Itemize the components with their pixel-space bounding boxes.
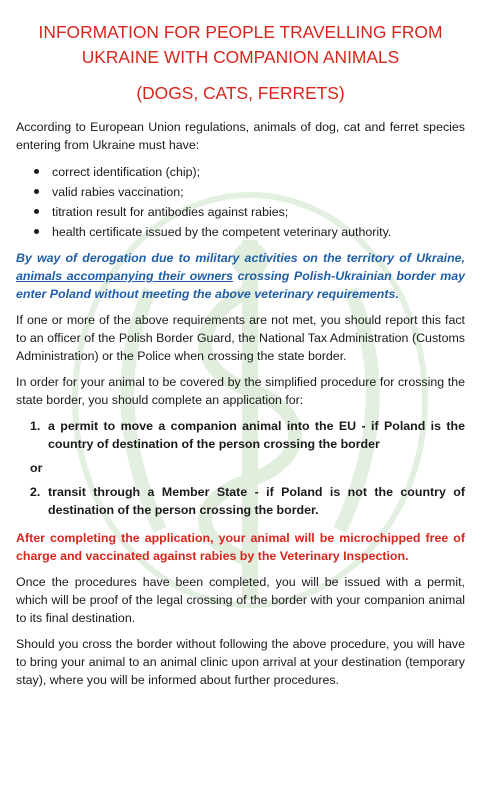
microchip-notice: After completing the application, your animal will be microchipped free of charge and vaccinated against rabies by the Veterinary Inspection. [16, 531, 465, 563]
application-options-list [16, 417, 465, 453]
option-number: 1. [30, 419, 41, 433]
requirement-item: correct identification (chip); [34, 162, 465, 182]
derogation-paragraph [16, 249, 465, 303]
application-options-list-2 [16, 483, 465, 519]
option-number: 2. [30, 485, 41, 499]
clinic-paragraph: Should you cross the border without following the above procedure, you will have to bring your animal to an animal clinic upon arrival at your destination (temporary stay), where you will be informed about further procedures. [16, 637, 465, 687]
intro-paragraph: According to European Union regulations, animals of dog, cat and ferret species entering from Ukraine must have: [16, 120, 465, 152]
requirement-item: titration result for antibodies against rabies; [34, 202, 465, 222]
requirement-item: valid rabies vaccination; [34, 182, 465, 202]
order-paragraph: In order for your animal to be covered by the simplified procedure for crossing the state border, you should complete an application for: [16, 375, 465, 407]
option-text: a permit to move a companion animal into the EU - if Poland is the country of destination of the person crossing the border [48, 419, 465, 451]
or-separator: or [30, 461, 43, 475]
option-text: transit through a Member State - if Poland is not the country of destination of the person crossing the border. [48, 485, 465, 517]
derogation-text-1: By way of derogation due to military activities on the territory of Ukraine, [16, 251, 465, 265]
derogation-text-2: crossing Polish-Ukrainian border may enter Poland without meeting the above veterinary requirements. [16, 269, 465, 301]
requirement-item: health certificate issued by the competent veterinary authority. [34, 222, 465, 242]
report-paragraph: If one or more of the above requirements are not met, you should report this fact to an officer of the Polish Border Guard, the National Tax Administration (Customs Administration) or the Police when crossing the state border. [16, 313, 465, 363]
document-title: INFORMATION FOR PEOPLE TRAVELLING FROM UKRAINE WITH COMPANION ANIMALS [38, 22, 443, 67]
application-option [16, 483, 465, 519]
document-subtitle: (DOGS, CATS, FERRETS) [136, 83, 345, 103]
permit-paragraph: Once the procedures have been completed, you will be issued with a permit, which will be proof of the legal crossing of the border with your companion animal to its final destination. [16, 575, 465, 625]
requirements-list [16, 162, 465, 242]
document-page [0, 20, 485, 689]
derogation-underlined: animals accompanying their owners [16, 269, 234, 283]
application-option [16, 417, 465, 453]
